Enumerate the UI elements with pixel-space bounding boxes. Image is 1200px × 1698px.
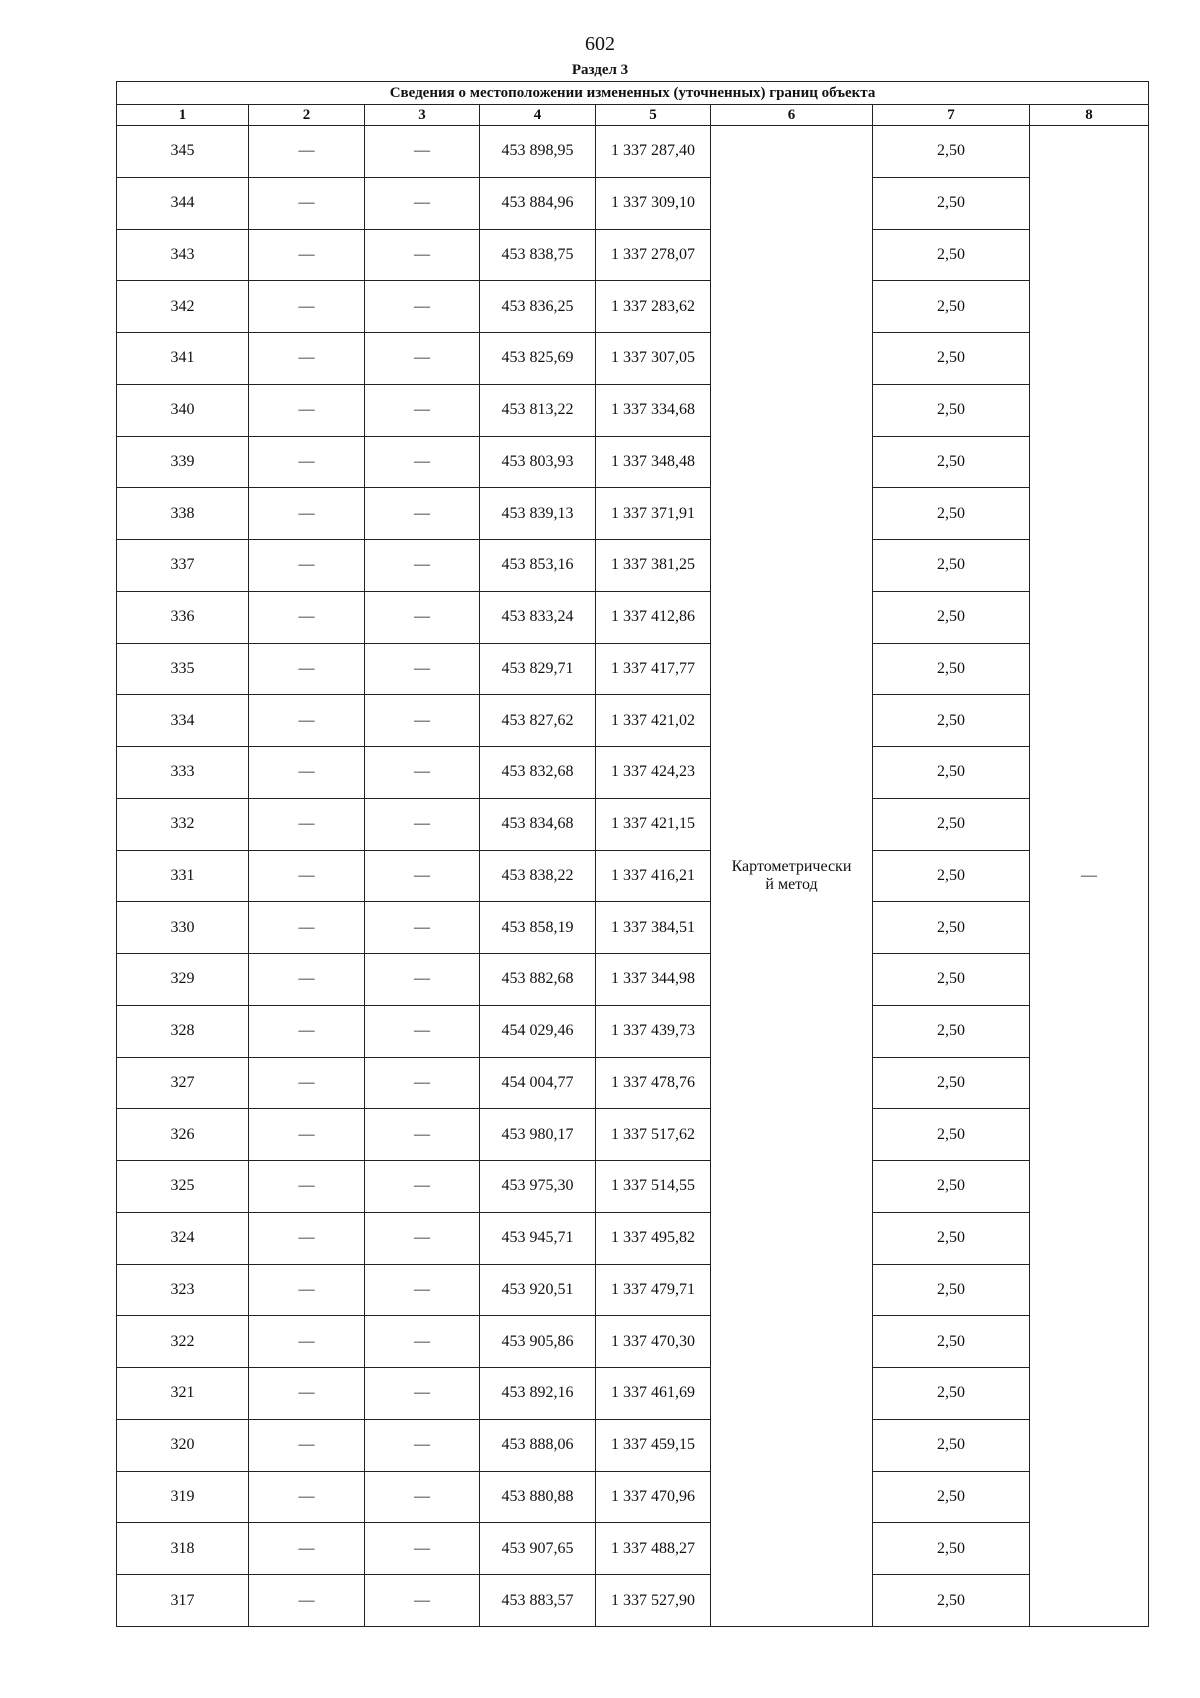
y-coordinate-cell: 1 337 421,15 xyxy=(596,798,711,850)
column-3-cell: — xyxy=(365,643,480,695)
column-2-cell: — xyxy=(249,1109,365,1161)
table-row xyxy=(117,798,1149,850)
y-coordinate-cell: 1 337 470,30 xyxy=(596,1316,711,1368)
column-2-cell: — xyxy=(249,695,365,747)
column-2-cell: — xyxy=(249,540,365,592)
x-coordinate-cell: 453 839,13 xyxy=(480,488,596,540)
x-coordinate-cell: 453 853,16 xyxy=(480,540,596,592)
accuracy-cell: 2,50 xyxy=(873,384,1030,436)
accuracy-cell: 2,50 xyxy=(873,1057,1030,1109)
method-line-2: й метод xyxy=(765,876,818,893)
accuracy-cell: 2,50 xyxy=(873,488,1030,540)
column-3-cell: — xyxy=(365,695,480,747)
table-row xyxy=(117,695,1149,747)
x-coordinate-cell: 453 827,62 xyxy=(480,695,596,747)
accuracy-cell: 2,50 xyxy=(873,695,1030,747)
column-3-cell: — xyxy=(365,1057,480,1109)
y-coordinate-cell: 1 337 371,91 xyxy=(596,488,711,540)
x-coordinate-cell: 453 858,19 xyxy=(480,902,596,954)
x-coordinate-cell: 453 882,68 xyxy=(480,954,596,1006)
column-3-cell: — xyxy=(365,281,480,333)
column-number-3: 3 xyxy=(365,105,480,126)
table-row xyxy=(117,1368,1149,1420)
point-number-cell: 342 xyxy=(117,281,249,333)
y-coordinate-cell: 1 337 283,62 xyxy=(596,281,711,333)
column-number-4: 4 xyxy=(480,105,596,126)
table-row xyxy=(117,850,1149,902)
column-2-cell: — xyxy=(249,126,365,178)
accuracy-cell: 2,50 xyxy=(873,1471,1030,1523)
column-3-cell: — xyxy=(365,1368,480,1420)
column-2-cell: — xyxy=(249,333,365,385)
column-number-6: 6 xyxy=(711,105,873,126)
column-number-2: 2 xyxy=(249,105,365,126)
x-coordinate-cell: 453 880,88 xyxy=(480,1471,596,1523)
accuracy-cell: 2,50 xyxy=(873,643,1030,695)
accuracy-cell: 2,50 xyxy=(873,747,1030,799)
y-coordinate-cell: 1 337 412,86 xyxy=(596,591,711,643)
column-2-cell: — xyxy=(249,747,365,799)
column-2-cell: — xyxy=(249,1212,365,1264)
y-coordinate-cell: 1 337 461,69 xyxy=(596,1368,711,1420)
column-number-1: 1 xyxy=(117,105,249,126)
column-2-cell: — xyxy=(249,1316,365,1368)
table-row xyxy=(117,1161,1149,1213)
column-2-cell: — xyxy=(249,1471,365,1523)
y-coordinate-cell: 1 337 479,71 xyxy=(596,1264,711,1316)
y-coordinate-cell: 1 337 417,77 xyxy=(596,643,711,695)
table-row xyxy=(117,333,1149,385)
point-number-cell: 344 xyxy=(117,177,249,229)
column-2-cell: — xyxy=(249,1264,365,1316)
column-3-cell: — xyxy=(365,1419,480,1471)
accuracy-cell: 2,50 xyxy=(873,126,1030,178)
x-coordinate-cell: 453 883,57 xyxy=(480,1575,596,1627)
table-row xyxy=(117,177,1149,229)
accuracy-cell: 2,50 xyxy=(873,1109,1030,1161)
x-coordinate-cell: 453 884,96 xyxy=(480,177,596,229)
y-coordinate-cell: 1 337 307,05 xyxy=(596,333,711,385)
table-row xyxy=(117,1005,1149,1057)
column-3-cell: — xyxy=(365,1471,480,1523)
y-coordinate-cell: 1 337 381,25 xyxy=(596,540,711,592)
x-coordinate-cell: 453 888,06 xyxy=(480,1419,596,1471)
column-3-cell: — xyxy=(365,1575,480,1627)
x-coordinate-cell: 453 975,30 xyxy=(480,1161,596,1213)
point-number-cell: 337 xyxy=(117,540,249,592)
table-row xyxy=(117,643,1149,695)
column-3-cell: — xyxy=(365,1212,480,1264)
y-coordinate-cell: 1 337 384,51 xyxy=(596,902,711,954)
table-row xyxy=(117,1471,1149,1523)
table-row xyxy=(117,384,1149,436)
accuracy-cell: 2,50 xyxy=(873,1005,1030,1057)
column-3-cell: — xyxy=(365,954,480,1006)
column-2-cell: — xyxy=(249,1523,365,1575)
point-number-cell: 331 xyxy=(117,850,249,902)
point-number-cell: 319 xyxy=(117,1471,249,1523)
point-number-cell: 317 xyxy=(117,1575,249,1627)
page-number: 602 xyxy=(585,33,615,55)
column-2-cell: — xyxy=(249,591,365,643)
y-coordinate-cell: 1 337 439,73 xyxy=(596,1005,711,1057)
x-coordinate-cell: 454 004,77 xyxy=(480,1057,596,1109)
y-coordinate-cell: 1 337 459,15 xyxy=(596,1419,711,1471)
column-3-cell: — xyxy=(365,488,480,540)
column-number-7: 7 xyxy=(873,105,1030,126)
column-2-cell: — xyxy=(249,1057,365,1109)
y-coordinate-cell: 1 337 348,48 xyxy=(596,436,711,488)
x-coordinate-cell: 453 980,17 xyxy=(480,1109,596,1161)
y-coordinate-cell: 1 337 309,10 xyxy=(596,177,711,229)
column-3-cell: — xyxy=(365,591,480,643)
point-number-cell: 332 xyxy=(117,798,249,850)
column-3-cell: — xyxy=(365,177,480,229)
column-2-cell: — xyxy=(249,488,365,540)
table-row xyxy=(117,488,1149,540)
accuracy-cell: 2,50 xyxy=(873,1212,1030,1264)
point-number-cell: 336 xyxy=(117,591,249,643)
x-coordinate-cell: 453 825,69 xyxy=(480,333,596,385)
column-3-cell: — xyxy=(365,1005,480,1057)
y-coordinate-cell: 1 337 278,07 xyxy=(596,229,711,281)
column-3-cell: — xyxy=(365,1316,480,1368)
y-coordinate-cell: 1 337 517,62 xyxy=(596,1109,711,1161)
y-coordinate-cell: 1 337 421,02 xyxy=(596,695,711,747)
column-3-cell: — xyxy=(365,902,480,954)
x-coordinate-cell: 453 920,51 xyxy=(480,1264,596,1316)
x-coordinate-cell: 453 945,71 xyxy=(480,1212,596,1264)
accuracy-cell: 2,50 xyxy=(873,540,1030,592)
note-cell: — xyxy=(1030,126,1149,1627)
column-2-cell: — xyxy=(249,954,365,1006)
accuracy-cell: 2,50 xyxy=(873,1523,1030,1575)
column-2-cell: — xyxy=(249,1575,365,1627)
point-number-cell: 325 xyxy=(117,1161,249,1213)
column-3-cell: — xyxy=(365,1161,480,1213)
accuracy-cell: 2,50 xyxy=(873,902,1030,954)
point-number-cell: 340 xyxy=(117,384,249,436)
accuracy-cell: 2,50 xyxy=(873,177,1030,229)
table-title: Сведения о местоположении измененных (уточненных) границ объекта xyxy=(117,82,1149,105)
y-coordinate-cell: 1 337 470,96 xyxy=(596,1471,711,1523)
table-row xyxy=(117,540,1149,592)
x-coordinate-cell: 453 905,86 xyxy=(480,1316,596,1368)
accuracy-cell: 2,50 xyxy=(873,1161,1030,1213)
accuracy-cell: 2,50 xyxy=(873,1575,1030,1627)
column-3-cell: — xyxy=(365,333,480,385)
column-2-cell: — xyxy=(249,281,365,333)
point-number-cell: 328 xyxy=(117,1005,249,1057)
column-2-cell: — xyxy=(249,1368,365,1420)
accuracy-cell: 2,50 xyxy=(873,229,1030,281)
table-row xyxy=(117,1523,1149,1575)
column-2-cell: — xyxy=(249,229,365,281)
point-number-cell: 339 xyxy=(117,436,249,488)
column-2-cell: — xyxy=(249,384,365,436)
y-coordinate-cell: 1 337 527,90 xyxy=(596,1575,711,1627)
x-coordinate-cell: 453 892,16 xyxy=(480,1368,596,1420)
column-2-cell: — xyxy=(249,643,365,695)
x-coordinate-cell: 453 803,93 xyxy=(480,436,596,488)
table-row xyxy=(117,436,1149,488)
boundary-coordinates-table xyxy=(116,81,1149,1627)
point-number-cell: 330 xyxy=(117,902,249,954)
column-3-cell: — xyxy=(365,126,480,178)
column-2-cell: — xyxy=(249,177,365,229)
section-title: Раздел 3 xyxy=(571,62,629,78)
accuracy-cell: 2,50 xyxy=(873,954,1030,1006)
column-3-cell: — xyxy=(365,1109,480,1161)
x-coordinate-cell: 453 836,25 xyxy=(480,281,596,333)
point-number-cell: 324 xyxy=(117,1212,249,1264)
y-coordinate-cell: 1 337 334,68 xyxy=(596,384,711,436)
column-3-cell: — xyxy=(365,1523,480,1575)
column-2-cell: — xyxy=(249,1419,365,1471)
x-coordinate-cell: 453 833,24 xyxy=(480,591,596,643)
y-coordinate-cell: 1 337 344,98 xyxy=(596,954,711,1006)
table-row xyxy=(117,281,1149,333)
point-number-cell: 327 xyxy=(117,1057,249,1109)
column-number-8: 8 xyxy=(1030,105,1149,126)
column-2-cell: — xyxy=(249,436,365,488)
table-row xyxy=(117,1057,1149,1109)
point-number-cell: 334 xyxy=(117,695,249,747)
column-2-cell: — xyxy=(249,1161,365,1213)
point-number-cell: 343 xyxy=(117,229,249,281)
table-row xyxy=(117,126,1149,178)
x-coordinate-cell: 453 813,22 xyxy=(480,384,596,436)
accuracy-cell: 2,50 xyxy=(873,591,1030,643)
column-3-cell: — xyxy=(365,747,480,799)
x-coordinate-cell: 453 832,68 xyxy=(480,747,596,799)
column-2-cell: — xyxy=(249,798,365,850)
x-coordinate-cell: 453 838,75 xyxy=(480,229,596,281)
point-number-cell: 333 xyxy=(117,747,249,799)
accuracy-cell: 2,50 xyxy=(873,798,1030,850)
y-coordinate-cell: 1 337 416,21 xyxy=(596,850,711,902)
table-row xyxy=(117,1575,1149,1627)
x-coordinate-cell: 454 029,46 xyxy=(480,1005,596,1057)
point-number-cell: 329 xyxy=(117,954,249,1006)
point-number-cell: 321 xyxy=(117,1368,249,1420)
point-number-cell: 318 xyxy=(117,1523,249,1575)
table-row xyxy=(117,591,1149,643)
y-coordinate-cell: 1 337 488,27 xyxy=(596,1523,711,1575)
x-coordinate-cell: 453 907,65 xyxy=(480,1523,596,1575)
accuracy-cell: 2,50 xyxy=(873,436,1030,488)
column-3-cell: — xyxy=(365,229,480,281)
column-3-cell: — xyxy=(365,436,480,488)
method-line-1: Картометрически xyxy=(731,858,852,875)
column-3-cell: — xyxy=(365,850,480,902)
table-row xyxy=(117,1419,1149,1471)
table-row xyxy=(117,902,1149,954)
table-row xyxy=(117,1264,1149,1316)
point-number-cell: 323 xyxy=(117,1264,249,1316)
point-number-cell: 345 xyxy=(117,126,249,178)
column-3-cell: — xyxy=(365,1264,480,1316)
point-number-cell: 322 xyxy=(117,1316,249,1368)
column-3-cell: — xyxy=(365,798,480,850)
column-3-cell: — xyxy=(365,384,480,436)
accuracy-cell: 2,50 xyxy=(873,281,1030,333)
table-row xyxy=(117,1109,1149,1161)
x-coordinate-cell: 453 838,22 xyxy=(480,850,596,902)
method-cell xyxy=(711,126,873,1627)
column-2-cell: — xyxy=(249,850,365,902)
x-coordinate-cell: 453 834,68 xyxy=(480,798,596,850)
y-coordinate-cell: 1 337 424,23 xyxy=(596,747,711,799)
accuracy-cell: 2,50 xyxy=(873,850,1030,902)
accuracy-cell: 2,50 xyxy=(873,333,1030,385)
table-row xyxy=(117,747,1149,799)
accuracy-cell: 2,50 xyxy=(873,1419,1030,1471)
y-coordinate-cell: 1 337 514,55 xyxy=(596,1161,711,1213)
point-number-cell: 338 xyxy=(117,488,249,540)
accuracy-cell: 2,50 xyxy=(873,1316,1030,1368)
point-number-cell: 326 xyxy=(117,1109,249,1161)
accuracy-cell: 2,50 xyxy=(873,1264,1030,1316)
table-row xyxy=(117,229,1149,281)
table-row xyxy=(117,1316,1149,1368)
y-coordinate-cell: 1 337 287,40 xyxy=(596,126,711,178)
point-number-cell: 320 xyxy=(117,1419,249,1471)
x-coordinate-cell: 453 829,71 xyxy=(480,643,596,695)
point-number-cell: 341 xyxy=(117,333,249,385)
table-row xyxy=(117,954,1149,1006)
table-row xyxy=(117,1212,1149,1264)
y-coordinate-cell: 1 337 478,76 xyxy=(596,1057,711,1109)
column-3-cell: — xyxy=(365,540,480,592)
column-number-5: 5 xyxy=(596,105,711,126)
point-number-cell: 335 xyxy=(117,643,249,695)
column-2-cell: — xyxy=(249,902,365,954)
x-coordinate-cell: 453 898,95 xyxy=(480,126,596,178)
column-2-cell: — xyxy=(249,1005,365,1057)
accuracy-cell: 2,50 xyxy=(873,1368,1030,1420)
y-coordinate-cell: 1 337 495,82 xyxy=(596,1212,711,1264)
